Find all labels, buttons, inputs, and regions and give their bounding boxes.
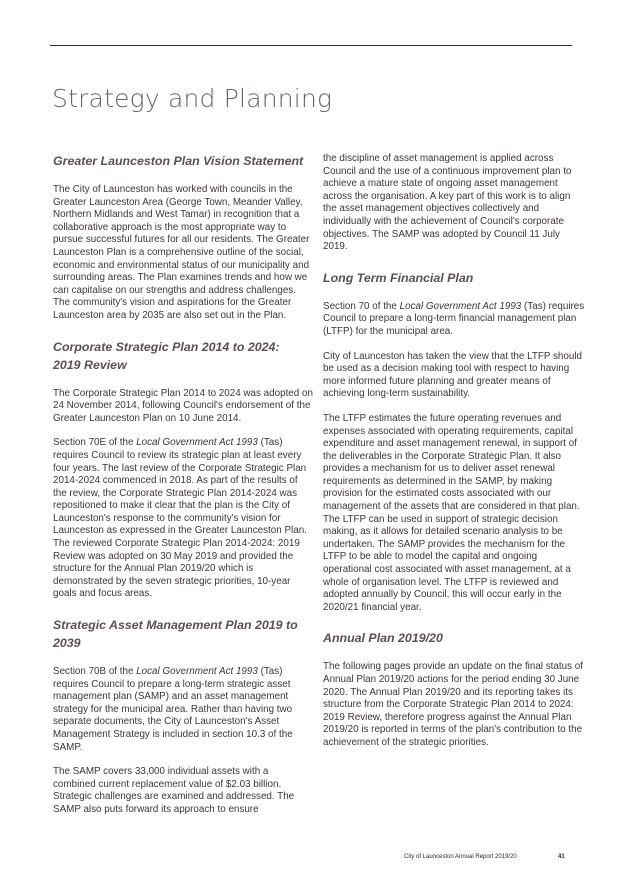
- text-span: Section 70E of the: [53, 437, 137, 449]
- ltfp-paragraph-3: The LTFP estimates the future operating revenues and expenses associated with operating requirements, capital expenditure and asset management renewal, in support of the deliverables in the Corporate Strategic Plan. It also provides a mechanism for us to deliver asset renewal requirements as determined in the SAMP, by making provision for the estimated costs associated with our management of the assets that are considered in that plan. The LTFP can be used in support of strategic decision making, as it allows for detailed scenario analysis to be undertaken. The SAMP provides the mechanism for the LTFP to be able to model the capital and ongoing operational cost associated with asset management, at a whole of organisation level. The LTFP is reviewed and adopted annually by Council, this will occur early in the 2020/21 financial year.: [323, 412, 580, 613]
- text-span: (Tas) requires Council to prepare a long-term strategic asset management plan (SAMP) and an asset management strategy for the municipal area. Rather than having two separate documents, the City of Launceston's Asset Management Strategy is included in section 10.3 of the SAMP.: [53, 666, 293, 753]
- corporate-plan-heading: [53, 338, 313, 374]
- act-reference: Local Government Act 1993: [136, 437, 258, 449]
- ltfp-paragraph-1: [323, 301, 585, 339]
- samp-heading: Strategic Asset Management Plan 2019 to 2039: [53, 618, 298, 651]
- ltfp-heading: Long Term Financial Plan: [323, 270, 474, 285]
- samp-paragraph-2: The SAMP covers 33,000 individual assets with a combined current replacement value of $2.03 billion. Strategic challenges are examined and addressed. The SAMP also puts forward its approach to ensure: [53, 766, 295, 815]
- left-column: [53, 152, 313, 817]
- text-span: (Tas) requires Council to prepare a long-term financial management plan (LTFP) for the municipal area.: [323, 300, 585, 337]
- text-span: Section 70 of the: [323, 300, 400, 312]
- top-rule: [50, 45, 572, 46]
- page-number: 41: [558, 854, 565, 860]
- page-title: Strategy and Planning: [52, 84, 333, 113]
- corporate-plan-heading-line2: 2019 Review: [53, 357, 127, 372]
- annual-plan-heading: Annual Plan 2019/20: [323, 631, 443, 646]
- text-span: Section 70B of the: [53, 666, 137, 678]
- right-column: [323, 153, 585, 750]
- corporate-plan-paragraph-2: [53, 437, 313, 601]
- act-reference: Local Government Act 1993: [136, 666, 258, 678]
- ltfp-paragraph-2: City of Launceston has taken the view that the LTFP should be used as a decision making tool with respect to having more informed future planning and greater means of achieving long-term sustainability.: [323, 350, 583, 400]
- annual-plan-paragraph: The following pages provide an update on the final status of Annual Plan 2019/20 actions for the period ending 30 June 2020. The Annual Plan 2019/20 and its reporting takes its structure from the Corporate Strategic Plan 2014 to 2024: 2019 Review, therefore progress against the Annual Plan 2019/20 is reported in terms of the plan's contribution to the achievement of the strategic priorities.: [323, 661, 583, 748]
- corporate-plan-paragraph-1: The Corporate Strategic Plan 2014 to 2024 was adopted on 24 November 2014, following Council's endorsement of the Greater Launceston Plan on 10 June 2014.: [53, 387, 313, 424]
- samp-paragraph-2-continued: the discipline of asset management is applied across Council and the use of a continuous improvement plan to achieve a mature state of ongoing asset management across the organisation. A key part of this work is to align the asset management objectives collectively and individually with the achievement of Council's corporate objectives. The SAMP was adopted by Council 11 July 2019.: [323, 153, 572, 253]
- text-span: (Tas) requires Council to review its strategic plan at least every four years. The last review of the Corporate Strategic Plan 2014-2024 commenced in 2018. As part of the results of the review, the Corporate Strategic Plan 2014-2024 was repositioned to make it clear that the plan is the City of Launceston's response to the community's vision for Launceston as expressed in the Greater Launceston Plan. The reviewed Corporate Strategic Plan 2014-2024: 2019 Review was adopted on 30 May 2019 and provided the structure for the Annual Plan 2019/20 which is demonstrated by the seven strategic priorities, 10-year goals and focus areas.: [53, 437, 307, 600]
- act-reference: Local Government Act 1993: [399, 300, 522, 312]
- footer-report-title: City of Launceston Annual Report 2019/20: [404, 854, 517, 860]
- corporate-plan-heading-line1: Corporate Strategic Plan 2014 to 2024:: [53, 339, 280, 354]
- vision-paragraph: The City of Launceston has worked with councils in the Greater Launceston Area (George Town, Meander Valley, Northern Midlands and West Tamar) in recognition that a collaborative approach is the most appropriate way to pursue successful futures for all our residents. The Greater Launceston Plan is a comprehensive outline of the social, economic and environmental status of our municipality and surrounding areas. The Plan examines trends and how we can capitalise on our strengths and address challenges. The community's vision and aspirations for the Greater Launceston area by 2035 are also set out in the Plan.: [53, 184, 310, 321]
- vision-heading: Greater Launceston Plan Vision Statement: [53, 154, 304, 168]
- samp-paragraph-1: [53, 666, 313, 754]
